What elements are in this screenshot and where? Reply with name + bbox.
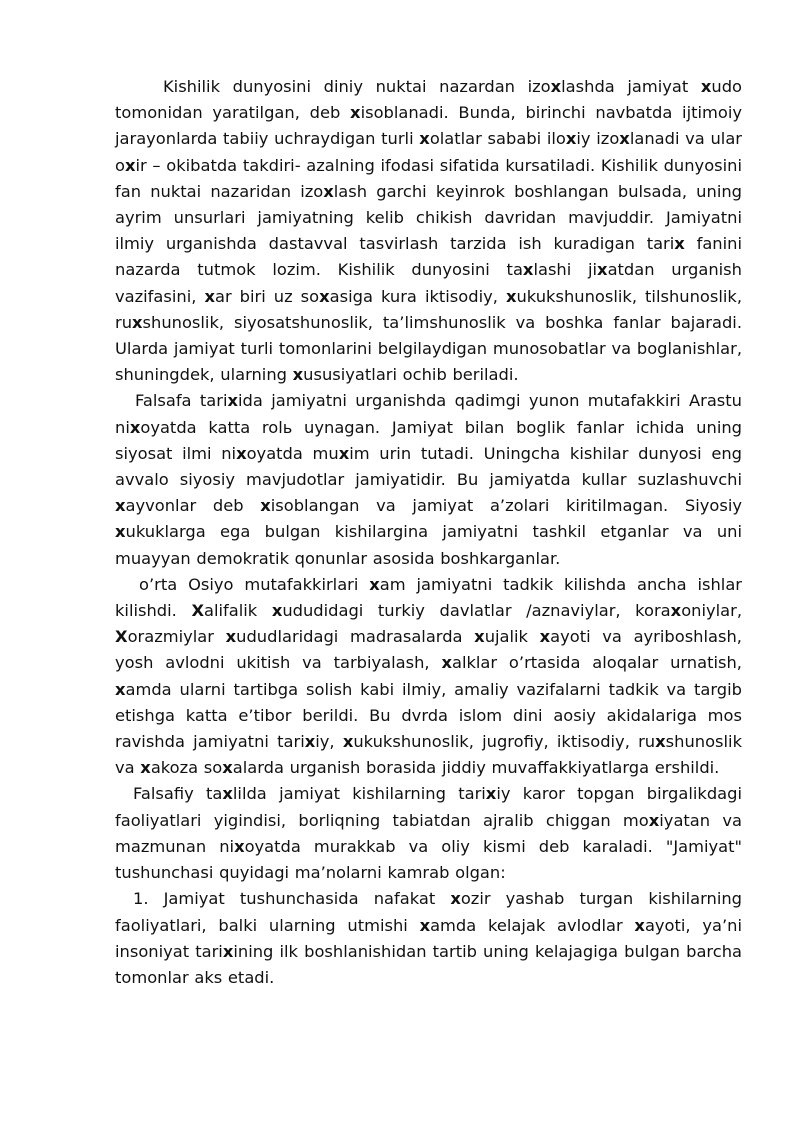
paragraph-philosophical-analysis: Falsafiy taxlilda jamiyat kishilarning tarixiy karor topgan birgalikdagi faoliyatlari yigindisi, borliqning tabiatdan ajralib chiggan moxiyatan va mazmunan nixoyatda murakkab va oliy kismi deb karaladi. "Jamiyat" tushunchasi quyidagi ma’nolarni kamrab olgan:	[115, 784, 743, 883]
paragraph-central-asia: o’rta Osiyo mutafakkirlari xam jamiyatni tadkik kilishda ancha ishlar kilishdi. Xalifalik xududidagi turkiy davlatlar /aznaviylar, koraxoniylar, Xorazmiylar xududlaridagi madrasalarda xujalik xayoti va ayriboshlash, yosh avlodni ukitish va tarbiyalash, xalklar o’rtasida aloqalar urnatish, xamda ularni tartibga solish kabi ilmiy, amaliy vazifalarni tadkik va targib etishga katta e’tibor berildi. Bu dvrda islom dini aosiy akidalariga mos ravishda jamiyatni tarixiy, xukukshunoslik, jugrofiy, iktisodiy, ruxshunoslik va xakoza soxalarda urganish borasida jiddiy muvaffakkiyatlarga ershildi.	[115, 574, 742, 778]
paragraph-aristotle: Falsafa tarixida jamiyatni urganishda qadimgi yunon mutafakkiri Arastu nixoyatda katta rolь uynagan. Jamiyat bilan boglik fanlar ichida uning siyosat ilmi nixoyatda muxim urin tutadi. Uningcha kishilar dunyosi eng avvalo siyosiy mavjudotlar jamiyatidir. Bu jamiyatda kullar suzlashuvchi xayvonlar deb xisoblangan va jamiyat a’zolari kiritilmagan. Siyosiy xukuklarga ega bulgan kishilargina jamiyatni tashkil etganlar va uni muayyan demokratik qonunlar asosida boshkarganlar.	[115, 391, 742, 568]
paragraph-list-item-1: 1. Jamiyat tushunchasida nafakat xozir yashab turgan kishilarning faoliyatlari, balki ularning utmishi xamda kelajak avlodlar xayoti, ya’ni insoniyat tarixining ilk boshlanishidan tartib uning kelajagiga bulgan barcha tomonlar aks etadi.	[115, 889, 742, 987]
document-page	[115, 74, 742, 991]
paragraph-religious-view: Kishilik dunyosini diniy nuktai nazardan izoxlashda jamiyat xudo tomonidan yaratilgan, deb xisoblanadi. Bunda, birinchi navbatda ijtimoiy jarayonlarda tabiiy uchraydigan turli xolatlar sababi iloxiy izoxlanadi va ular oxir – okibatda takdiri- azalning ifodasi sifatida kursatiladi. Kishilik dunyosini fan nuktai nazaridan izoxlash garchi keyinrok boshlangan bulsada, uning ayrim unsurlari jamiyatning kelib chikish davridan mavjuddir. Jamiyatni ilmiy urganishda dastavval tasvirlash tarzida ish kuradigan tarix fanini nazarda tutmok lozim. Kishilik dunyosini taxlashi jixatdan urganish vazifasini, xar biri uz soxasiga kura iktisodiy, xukukshunoslik, tilshunoslik, ruxshunoslik, siyosatshunoslik, ta’limshunoslik va boshka fanlar bajaradi. Ularda jamiyat turli tomonlarini belgilaydigan munosobatlar va boglanishlar, shuningdek, ularning xususiyatlari ochib beriladi.	[115, 77, 742, 385]
